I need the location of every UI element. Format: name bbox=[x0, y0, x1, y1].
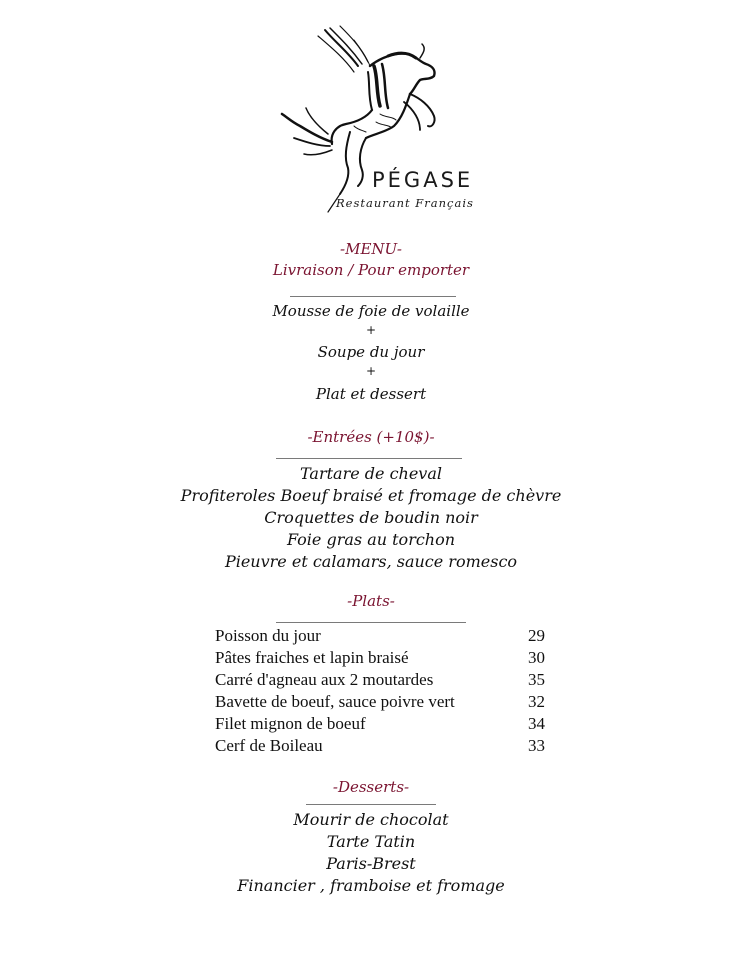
plus-sign: + bbox=[365, 364, 377, 378]
plat-row bbox=[215, 736, 545, 758]
desserts-title: -Desserts- bbox=[332, 778, 410, 796]
divider bbox=[290, 296, 456, 297]
menu-item: Mousse de foie de volaille bbox=[272, 302, 470, 320]
plat-name: Poisson du jour bbox=[215, 626, 321, 645]
plats-list bbox=[215, 626, 545, 758]
divider bbox=[276, 458, 462, 459]
menu-title: -MENU- bbox=[340, 240, 402, 258]
plat-row bbox=[215, 714, 545, 736]
plat-price: 30 bbox=[528, 648, 545, 667]
menu-subtitle: Livraison / Pour emporter bbox=[272, 261, 470, 279]
brand-name: PÉGASE bbox=[372, 168, 474, 192]
menu-item: Plat et dessert bbox=[315, 385, 427, 403]
plat-name: Carré d'agneau aux 2 moutardes bbox=[215, 670, 434, 689]
plats-title: -Plats- bbox=[347, 592, 395, 610]
pegasus-logo bbox=[270, 22, 480, 222]
menu-item: Soupe du jour bbox=[317, 343, 425, 361]
plat-row bbox=[215, 692, 545, 714]
entree-item: Profiteroles Boeuf braisé et fromage de chèvre bbox=[180, 486, 562, 505]
plat-price: 35 bbox=[528, 670, 545, 689]
plat-row bbox=[215, 626, 545, 648]
dessert-item: Mourir de chocolat bbox=[293, 810, 449, 829]
divider bbox=[276, 622, 466, 623]
entree-item: Croquettes de boudin noir bbox=[264, 508, 478, 527]
entree-item: Foie gras au torchon bbox=[286, 530, 456, 549]
brand-subtitle: Restaurant Français bbox=[336, 196, 474, 210]
dessert-item: Financier , framboise et fromage bbox=[237, 876, 505, 895]
divider bbox=[306, 804, 436, 805]
plat-name: Filet mignon de boeuf bbox=[215, 714, 366, 733]
dessert-item: Tarte Tatin bbox=[326, 832, 416, 851]
plat-price: 32 bbox=[528, 692, 545, 711]
plus-sign: + bbox=[365, 323, 377, 337]
plat-price: 34 bbox=[528, 714, 545, 733]
entree-item: Tartare de cheval bbox=[299, 464, 442, 483]
plat-row bbox=[215, 670, 545, 692]
entree-item: Pieuvre et calamars, sauce romesco bbox=[224, 552, 518, 571]
entrees-title: -Entrées (+10$)- bbox=[307, 428, 435, 446]
plat-name: Cerf de Boileau bbox=[215, 736, 323, 755]
dessert-item: Paris-Brest bbox=[326, 854, 416, 873]
plat-price: 29 bbox=[528, 626, 545, 645]
plat-row bbox=[215, 648, 545, 670]
plat-name: Pâtes fraiches et lapin braisé bbox=[215, 648, 409, 667]
plat-price: 33 bbox=[528, 736, 545, 755]
plat-name: Bavette de boeuf, sauce poivre vert bbox=[215, 692, 455, 711]
